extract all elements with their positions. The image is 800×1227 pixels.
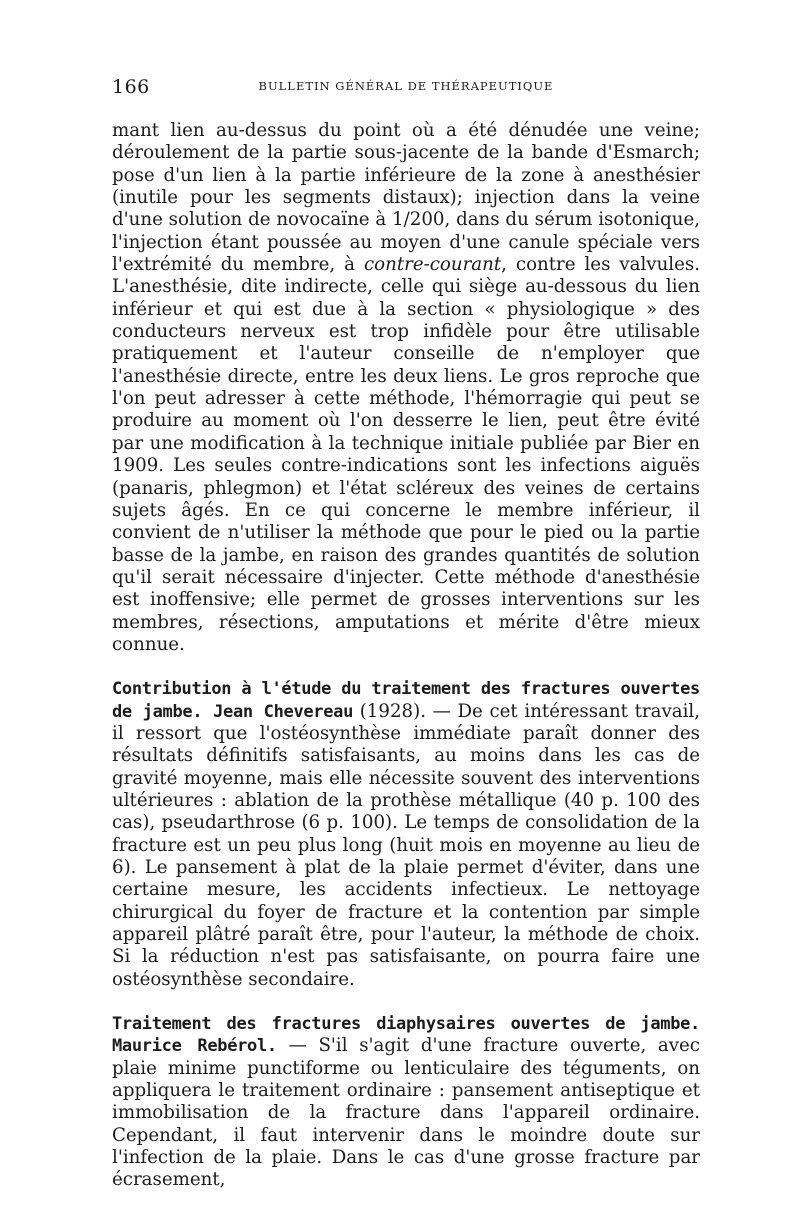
page-number: 166 xyxy=(112,76,150,98)
paragraph-chevereau xyxy=(112,678,700,991)
section-heading: Contribution à l'étude du traitement des fractures ouvertes de jambe. Jean Chevereau xyxy=(112,679,700,722)
paragraph-text: , contre les valvules. L'anesthésie, dite indirecte, celle qui siège au-dessous du lien inférieur et qui est due à la section « physiologique » des conducteurs nerveux est trop infidèle pour être utilisable pratiquement et l'auteur conseille de n'employer que l'anesthésie directe, entre les deux liens. Le gros reproche que l'on peut adresser à cette méthode, l'hémorragie qui peut se produire au moment où l'on desserre le lien, peut être évité par une modification à la technique initiale publiée par Bier en 1909. Les seules contre-indications sont les infections aiguës (panaris, phlegmon) et l'état scléreux des veines de certains sujets âgés. En ce qui concerne le membre inférieur, il convient de n'utiliser la méthode que pour le pied ou la partie basse de la jambe, en raison des grandes quantités de solution qu'il serait nécessaire d'injecter. Cette méthode d'anesthésie est inoffensive; elle permet de grosses interventions sur les membres, résections, amputations et mérite d'être mieux connue. xyxy=(112,254,700,655)
paragraph-text: (1928). — De cet intéressant travail, il ressort que l'ostéosynthèse immédiate paraît donner des résultats définitifs satisfaisants, au moins dans les cas de gravité moyenne, mais elle nécessite souvent des interventions ultérieures : ablation de la prothèse métallique (40 p. 100 des cas), pseudarthrose (6 p. 100). Le temps de consolidation de la fracture est un peu plus long (huit mois en moyenne au lieu de 6). Le pansement à plat de la plaie permet d'éviter, dans une certaine mesure, les accidents infectieux. Le nettoyage chirurgical du foyer de fracture et la contention par simple appareil plâtré paraît être, pour l'auteur, la méthode de choix. Si la réduction n'est pas satisfaisante, on pourra faire une ostéosynthèse secondaire. xyxy=(112,700,700,990)
paragraph-text: mant lien au-dessus du point où a été dénudée une veine; déroulement de la partie sous-jacente de la bande d'Esmarch; pose d'un lien à la partie inférieure de la zone à anesthésier (inutile pour les segments distaux); injection dans la veine d'une solution de novocaïne à 1/200, dans du sérum isotonique, l'injection étant poussée au moyen d'une canule spéciale vers l'extrémité du membre, à xyxy=(112,120,700,276)
section-heading: Traitement des fractures diaphysaires ouvertes de jambe. Maurice Rebérol. xyxy=(112,1014,700,1057)
body-text xyxy=(112,120,700,1192)
paragraph-reberol xyxy=(112,1013,700,1192)
paragraph-continued xyxy=(112,120,700,656)
running-head: BULLETIN GÉNÉRAL DE THÉRAPEUTIQUE xyxy=(258,79,554,93)
page-header xyxy=(112,76,700,102)
italic-term: contre-courant xyxy=(363,254,502,276)
paragraph-text: — S'il s'agit d'une fracture ouverte, avec plaie minime punctiforme ou lenticulaire des téguments, on appliquera le traitement ordinaire : pansement antiseptique et immobilisation de la fracture dans l'appareil ordinaire. Cependant, il faut intervenir dans le moindre doute sur l'infection de la plaie. Dans le cas d'une grosse fracture par écrasement, xyxy=(112,1035,700,1191)
